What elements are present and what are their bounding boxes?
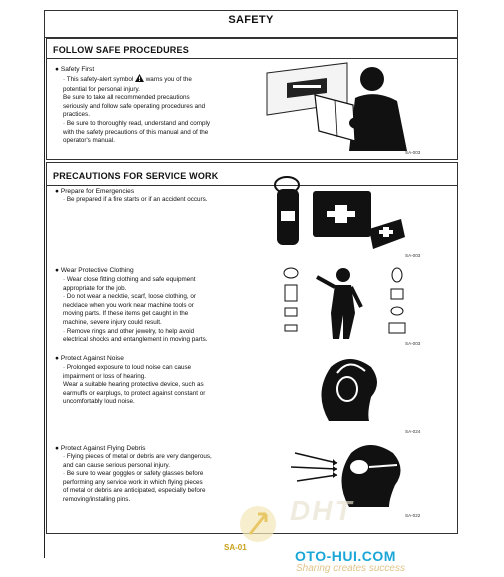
- text-line: · Be sure to wear goggles or safety glasses before: [63, 470, 204, 478]
- bullet-label: Protect Against Flying Debris: [60, 445, 146, 452]
- text-line: electrical shocks and entanglement in moving parts.: [63, 336, 208, 344]
- text-line: · Wear close fitting clothing and safe equipment: [63, 276, 196, 283]
- bullet-protective-clothing: ● Wear Protective Clothing: [55, 267, 134, 274]
- text-line: · Be prepared if a fire starts or if an accident occurs.: [63, 196, 208, 203]
- page-title: SAFETY: [228, 14, 274, 26]
- figure-ref: SA-003: [405, 150, 421, 155]
- text-line: · Prolonged exposure to loud noise can cause: [63, 364, 192, 371]
- text-line: machine, severe injury could result.: [63, 318, 162, 326]
- text-line: Wear a suitable hearing protective device, such as: [63, 381, 204, 389]
- earmuffs-head-icon: [309, 353, 389, 423]
- text-line: with the safety precautions of this manual and of the: [63, 128, 209, 136]
- figure-ref: SA-022: [405, 513, 421, 518]
- section-heading: FOLLOW SAFE PROCEDURES: [53, 45, 189, 55]
- bullet-label: Wear Protective Clothing: [60, 267, 134, 274]
- text-line: warns you of the: [145, 76, 192, 83]
- bullet-noise: ● Protect Against Noise: [55, 355, 124, 362]
- noise-text: [63, 364, 253, 407]
- text-line: appropriate for the job.: [63, 284, 127, 292]
- text-line: of metal or debris are anticipated, especially before: [63, 487, 206, 495]
- emergencies-text: [63, 196, 263, 205]
- fire-extinguisher-first-aid-illustration: [265, 169, 415, 251]
- section-service-work: [46, 162, 458, 534]
- text-line: performing any service work in which flying pieces: [63, 478, 203, 486]
- text-line: removing/installing pins.: [63, 495, 131, 503]
- figure-ref: SA-003: [405, 253, 421, 258]
- safety-first-text: [63, 74, 253, 146]
- bullet-label: Safety First: [60, 66, 95, 73]
- left-margin-rule: [44, 10, 45, 558]
- section-heading: PRECAUTIONS FOR SERVICE WORK: [53, 171, 219, 181]
- bullet-label: Protect Against Noise: [60, 355, 124, 362]
- bullet-safety-first: ● Safety First: [55, 66, 95, 73]
- text-line: · Be sure to thoroughly read, understand and comply: [63, 119, 211, 127]
- watermark-tagline: Sharing creates success: [296, 563, 405, 574]
- text-line: operator's manual.: [63, 137, 115, 145]
- text-line: practices.: [63, 111, 90, 119]
- protective-clothing-text: [63, 276, 253, 345]
- warning-triangle-icon: [135, 74, 144, 86]
- figure-ref: SA-024: [405, 429, 421, 434]
- text-line: seriously and follow safe operating procedures and: [63, 102, 206, 110]
- section-safe-procedures: [46, 38, 458, 160]
- watermark-logo-text: DHT: [290, 495, 354, 526]
- text-line: impairment or loss of hearing.: [63, 372, 146, 380]
- text-line: and can cause serious personal injury.: [63, 461, 170, 469]
- page-number: SA-01: [224, 543, 247, 552]
- text-line: potential for personal injury.: [63, 85, 140, 93]
- text-line: · This safety-alert symbol: [63, 76, 134, 83]
- text-line: necklace when you work near machine tools or: [63, 301, 194, 309]
- reading-manual-illustration: [257, 53, 447, 153]
- bullet-flying-debris: ● Protect Against Flying Debris: [55, 445, 146, 452]
- text-line: · Flying pieces of metal or debris are very dangerous,: [63, 453, 212, 460]
- figure-ref: SA-003: [405, 341, 421, 346]
- text-line: uncomfortably loud noise.: [63, 398, 135, 406]
- protective-gear-illustration: [279, 263, 409, 341]
- bullet-label: Prepare for Emergencies: [60, 188, 135, 195]
- text-line: moving parts. If these items get caught in the: [63, 310, 189, 318]
- text-line: · Remove rings and other jewelry, to help avoid: [63, 327, 195, 335]
- watermark-brand: OTO-HUI.COM: [295, 548, 396, 564]
- text-line: earmuffs or earplugs, to protect against constant or: [63, 389, 206, 397]
- text-line: Be sure to take all recommended precautions: [63, 94, 190, 102]
- bullet-emergencies: ● Prepare for Emergencies: [55, 188, 135, 195]
- text-line: · Do not wear a necktie, scarf, loose clothing, or: [63, 293, 196, 301]
- flying-debris-text: [63, 453, 253, 505]
